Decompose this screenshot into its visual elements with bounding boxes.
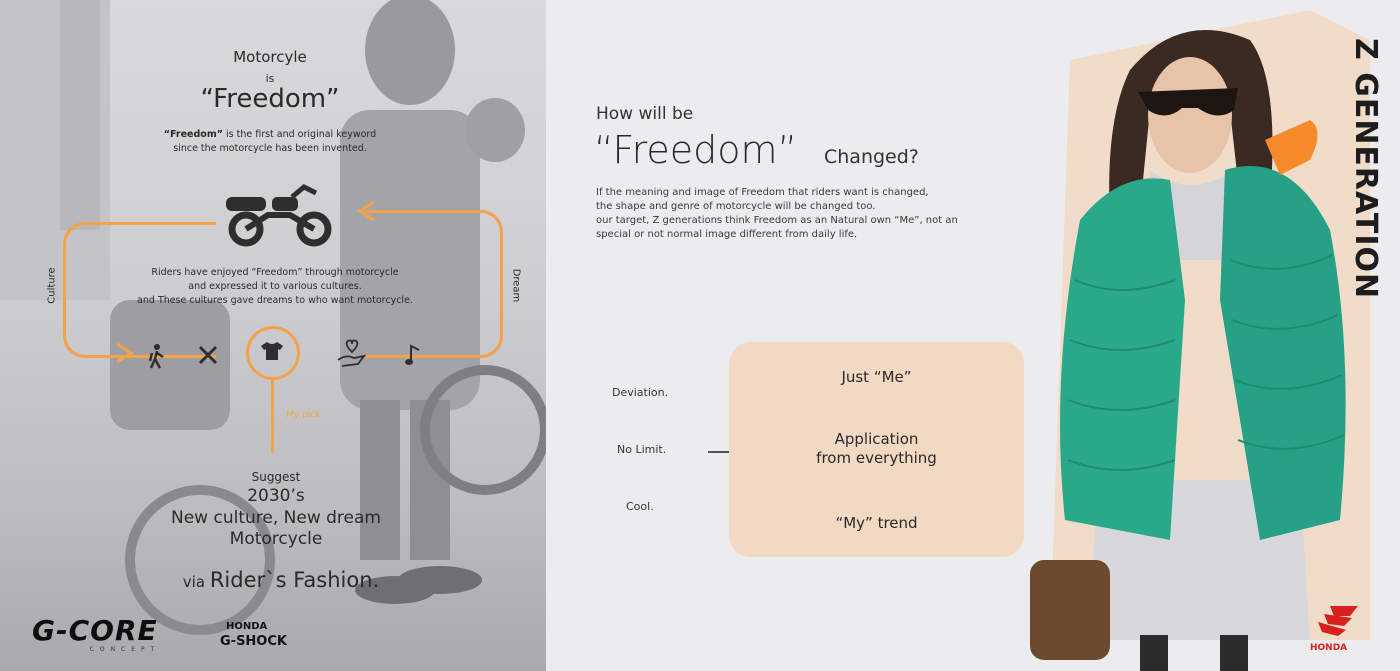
music-note-icon [403,343,423,367]
riders-line3: and These cultures gave dreams to who want motorcycle. [137,295,413,306]
heading-line2: is [265,72,275,85]
result-box [729,342,1024,557]
gshock-text: G-SHOCK [220,634,287,649]
riders-fashion: Rider`s Fashion. [209,568,380,592]
year-label: 2030’s [247,486,305,506]
intro-line2: since the motorcycle has been invented. [173,143,367,154]
intro-text [130,128,410,156]
riders-line1: Riders have enjoyed “Freedom” through motorcycle [151,267,399,278]
my-pick-line [271,377,274,453]
intro-rest: is the first and original keyword [222,129,377,140]
dream-label: Dream [510,268,522,303]
honda-text: HONDA [226,621,268,632]
para-line1: If the meaning and image of Freedom that riders want is changed, [596,187,929,198]
new-culture-label: New culture, New dream [171,508,381,528]
honda-wing-icon [1300,604,1360,644]
description-paragraph [596,186,1016,242]
hiker-icon [146,343,168,369]
heading-freedom: “Freedom” [200,84,340,114]
gcore-logo [32,616,218,652]
motorcycle-icon [224,183,336,247]
freedom-title: “Freedom” [594,128,798,172]
left-panel [0,0,546,671]
heading-line1: Motorcyle [233,48,307,66]
box-just-me: Just “Me” [841,368,912,386]
trait-deviation: Deviation. [612,386,669,399]
riders-text [110,266,440,308]
changed-label: Changed? [824,146,919,168]
tools-icon [197,344,219,366]
trait-no-limit: No Limit. [617,443,667,456]
culture-label: Culture [46,267,58,304]
arrow-right-icon [115,342,135,364]
heart-hand-icon [336,338,368,368]
box-from-everything: from everything [816,449,937,467]
via-line [146,568,416,592]
intro-bold: “Freedom” [163,129,223,140]
model-photo [1010,0,1400,671]
arrow-left-icon [356,200,376,222]
box-application: Application [834,430,919,448]
z-generation-label [1343,38,1383,298]
para-line4: special or not normal image different from daily life. [596,229,858,240]
z-generation-text: Z GENERATION [1348,38,1383,300]
honda-label: HONDA [1310,643,1348,653]
gcore-concept-text: CONCEPT [89,646,161,653]
gcore-logo-text: G-CORE [32,614,158,647]
motorcycle-label: Motorcycle [229,529,323,549]
suggest-label: Suggest [251,470,301,484]
para-line2: the shape and genre of motorcycle will be changed too. [596,201,876,212]
tshirt-icon [260,341,284,361]
para-line3: our target, Z generations think Freedom as an Natural own “Me”, not an [596,215,958,226]
trait-cool: Cool. [626,500,654,513]
via-label: via [182,573,210,591]
my-pick-label: My pick [286,410,321,420]
riders-line2: and expressed it to various cultures. [188,281,362,292]
box-my-trend: “My” trend [835,514,918,532]
how-will-be: How will be [596,104,694,124]
